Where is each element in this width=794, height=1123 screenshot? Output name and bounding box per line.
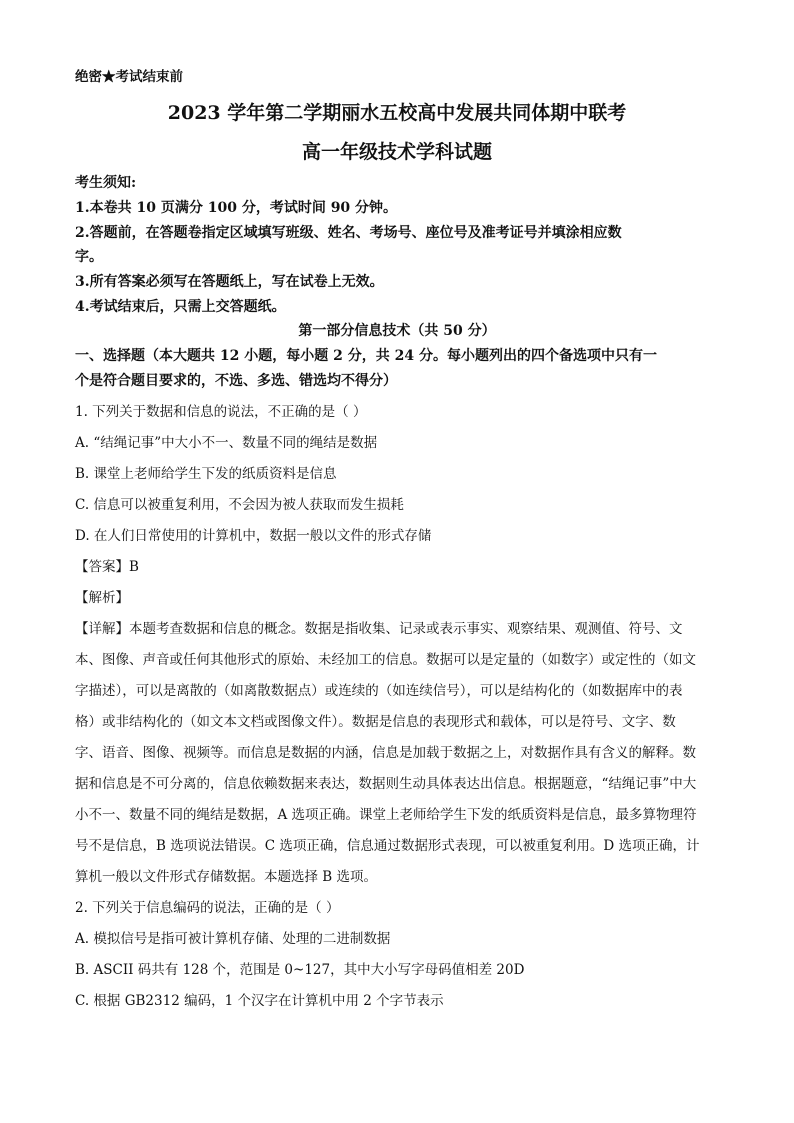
q2-option-b: B. ASCII 码共有 128 个，范围是 0~127，其中大小写字母码值相差 20D	[75, 962, 525, 978]
answer-tag: 【答案】	[75, 559, 129, 575]
q1-detail-line: 字、语音、图像、视频等。而信息是数据的内涵，信息是加载于数据之上，对数据作具有含义的解释。数	[75, 745, 696, 761]
notice-item-4: 4.考试结束后，只需上交答题纸。	[75, 299, 286, 315]
q1-detail-line: 小不一、数量不同的绳结是数据，A 选项正确。课堂上老师给学生下发的纸质资料是信息，最多算物理符	[75, 807, 697, 823]
q2-option-c: C. 根据 GB2312 编码，1 个汉字在计算机中用 2 个字节表示	[75, 993, 444, 1009]
q1-stem: 1. 下列关于数据和信息的说法，不正确的是（ ）	[75, 404, 367, 420]
exam-subtitle: 高一年级技术学科试题	[301, 141, 492, 163]
q1-detail-line: 号不是信息，B 选项说法错误。C 选项正确，信息通过数据形式表现，可以被重复利用。D 选项正确，计	[75, 838, 700, 854]
q1-option-c: C. 信息可以被重复利用，不会因为被人获取而发生损耗	[75, 497, 404, 513]
q1-detail-line: 字描述），可以是离散的（如离散数据点）或连续的（如连续信号），可以是结构化的（如数据库中的表	[75, 683, 683, 699]
q1-detail-line: 算机一般以文件形式存储数据。本题选择 B 选项。	[75, 869, 378, 885]
part1-heading: 第一部分信息技术（共 50 分）	[298, 323, 496, 339]
q1-detail-line: 本、图像、声音或任何其他形式的原始、未经加工的信息。数据可以是定量的（如数字）或定性的（如文	[75, 652, 696, 668]
q1-answer	[75, 555, 139, 575]
section-heading-line1: 一、选择题（本大题共 12 小题，每小题 2 分，共 24 分。每小题列出的四个备选项中只有一	[75, 348, 657, 364]
exam-title: 2023 学年第二学期丽水五校高中发展共同体期中联考	[167, 102, 627, 124]
q1-option-a: A. “结绳记事”中大小不一、数量不同的绳结是数据	[75, 435, 378, 451]
secret-mark: 绝密★考试结束前	[75, 69, 183, 85]
notice-item-1: 1.本卷共 10 页满分 100 分，考试时间 90 分钟。	[75, 200, 398, 216]
q1-detail-line: 据和信息是不可分离的，信息依赖数据来表达，数据则生动具体表达出信息。根据题意，“结绳记事”中大	[75, 776, 697, 792]
notice-heading: 考生须知:	[75, 175, 137, 191]
q1-detail-line: 【详解】本题考查数据和信息的概念。数据是指收集、记录或表示事实、观察结果、观测值、符号、文	[75, 621, 683, 637]
notice-item-3: 3.所有答案必须写在答题纸上，写在试卷上无效。	[75, 274, 384, 290]
section-heading-line2: 个是符合题目要求的，不选、多选、错选均不得分）	[75, 373, 397, 389]
answer-value: B	[129, 559, 139, 575]
notice-item-2-cont: 字。	[75, 249, 103, 265]
q1-option-b: B. 课堂上老师给学生下发的纸质资料是信息	[75, 466, 337, 482]
notice-item-2: 2.答题前，在答题卷指定区域填写班级、姓名、考场号、座位号及准考证号并填涂相应数	[75, 225, 622, 241]
q1-analysis-tag: 【解析】	[75, 590, 129, 606]
q1-option-d: D. 在人们日常使用的计算机中，数据一般以文件的形式存储	[75, 528, 432, 544]
q1-detail-line: 格）或非结构化的（如文本文档或图像文件）。数据是信息的表现形式和载体，可以是符号、文字、数	[75, 714, 676, 730]
q2-stem: 2. 下列关于信息编码的说法，正确的是（ ）	[75, 900, 340, 916]
q2-option-a: A. 模拟信号是指可被计算机存储、处理的二进制数据	[75, 931, 391, 947]
